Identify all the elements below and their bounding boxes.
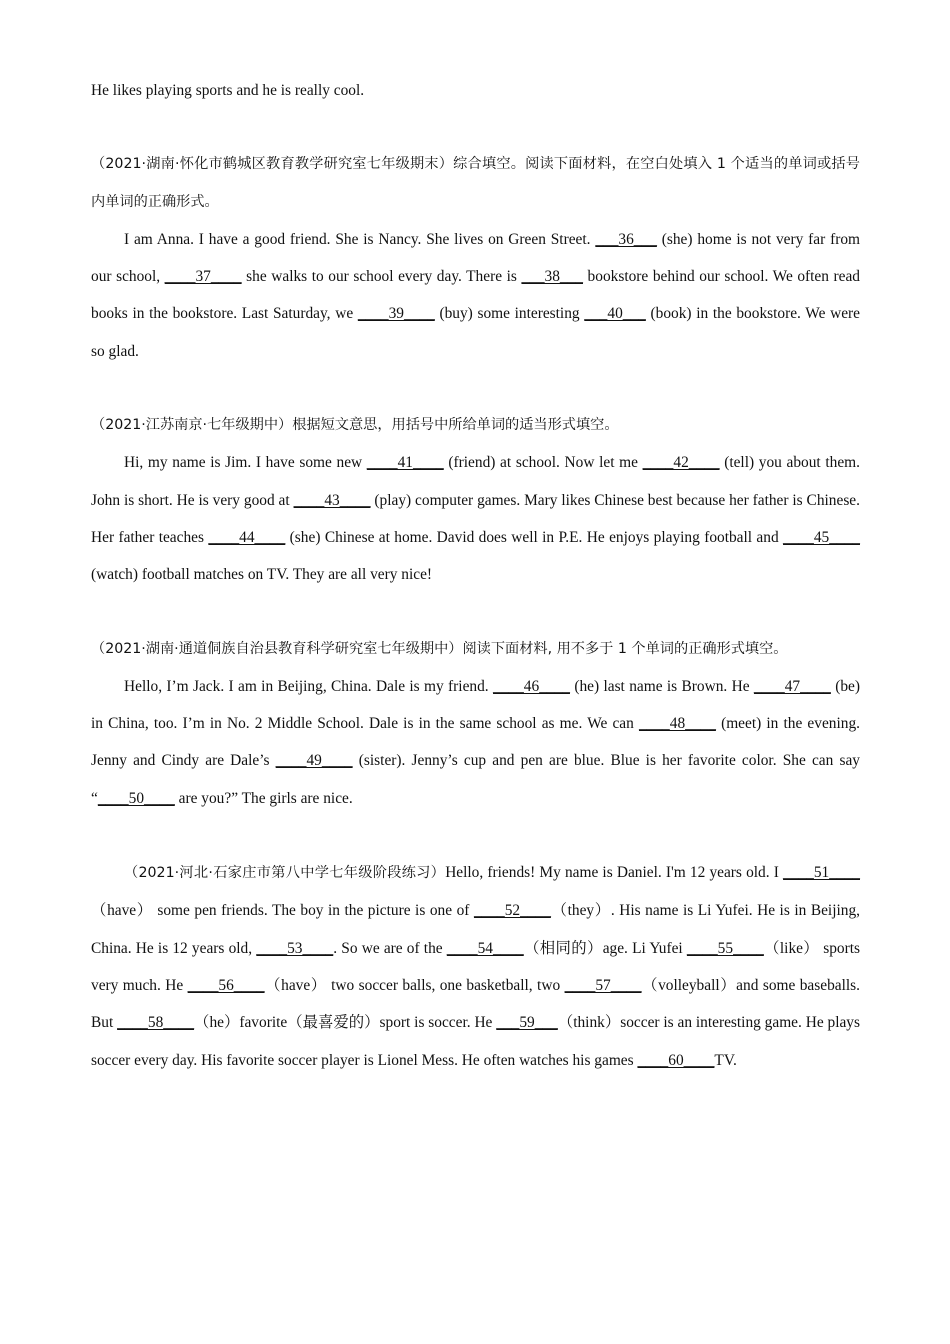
answer-blank[interactable]: ____57____ <box>564 976 642 994</box>
section-gap <box>91 109 860 146</box>
passage-1-instruction: 综合填空。阅读下面材料，在空白处填入 1 个适当的单词或括号内单词的正确形式。 <box>91 156 860 210</box>
answer-blank[interactable]: ____53____ <box>256 939 334 957</box>
passage-text: (friend) at school. Now let me <box>443 454 643 472</box>
passage-text: （相同的）age. Li Yufei <box>523 939 687 957</box>
passage-text: . So we are of the <box>333 939 447 957</box>
answer-blank[interactable]: ___36___ <box>595 230 657 248</box>
passage-1-source: （2021·湖南·怀化市鹤城区教育教学研究室七年级期末） <box>91 156 454 173</box>
passage-1-header <box>91 146 860 221</box>
answer-blank[interactable]: ____58____ <box>117 1014 195 1032</box>
answer-blank[interactable]: ____45____ <box>783 528 860 546</box>
passage-text: （he）favorite（最喜爱的）sport is soccer. He <box>194 1014 497 1032</box>
answer-blank[interactable]: ____44____ <box>208 528 286 546</box>
passage-text: （think）soccer is an interesting game. He plays soccer every day. His favorite soccer player is Lionel Mess. He often watches his games <box>91 1014 860 1069</box>
passage-4-body <box>91 854 860 1079</box>
passage-text: (sister). Jenny’s cup and pen are blue. Blue is her favorite color. She can say “ <box>91 752 860 807</box>
passage-text: Hello, friends! My name is Daniel. I'm 12 years old. I <box>445 864 784 882</box>
passage-2-header <box>91 407 860 444</box>
passage-text: Hi, my name is Jim. I have some new <box>124 454 367 472</box>
passage-text: (he) last name is Brown. He <box>569 677 754 695</box>
passage-text: (watch) football matches on TV. They are all very nice! <box>91 566 433 584</box>
answer-blank[interactable]: ____41____ <box>366 454 444 472</box>
section-gap <box>91 594 860 631</box>
answer-blank[interactable]: ____60____ <box>637 1051 715 1069</box>
passage-text: (meet) in the evening. Jenny and Cindy are Dale’s <box>91 715 860 770</box>
answer-blank[interactable]: ____39____ <box>357 305 435 323</box>
answer-blank[interactable]: ____46____ <box>493 677 570 695</box>
answer-blank[interactable]: ___40___ <box>584 305 646 323</box>
answer-blank[interactable]: ____42____ <box>642 454 720 472</box>
answer-blank[interactable]: ____56____ <box>187 976 265 994</box>
passage-text: Hello, I’m Jack. I am in Beijing, China. Dale is my friend. <box>124 677 494 695</box>
passage-3-instruction: 阅读下面材料, 用不多于 1 个单词的正确形式填空。 <box>462 640 788 657</box>
answer-blank[interactable]: ____37____ <box>164 268 242 286</box>
passage-3-source: （2021·湖南·通道侗族自治县教育科学研究室七年级期中） <box>91 640 463 657</box>
section-gap <box>91 817 860 854</box>
answer-blank[interactable]: ____43____ <box>293 491 371 509</box>
passage-text: (book) in the bookstore. We were so glad. <box>91 305 860 360</box>
answer-blank[interactable]: ___38___ <box>521 268 583 286</box>
worksheet-page <box>91 72 860 1079</box>
passage-4-text <box>91 864 860 1068</box>
passage-2-source: （2021·江苏南京·七年级期中） <box>91 417 293 434</box>
passage-text: （they）. His name is Li Yufei. He is in Beijing, China. He is 12 years old, <box>91 902 860 957</box>
passage-text: （have） two soccer balls, one basketball, two <box>264 976 565 994</box>
passage-2-instruction: 根据短文意思，用括号中所给单词的适当形式填空。 <box>292 417 619 434</box>
passage-4-source: （2021·河北·石家庄市第八中学七年级阶段练习） <box>124 865 446 882</box>
section-gap <box>91 370 860 407</box>
passage-text: she walks to our school every day. There is <box>241 268 522 286</box>
passage-text: I am Anna. I have a good friend. She is Nancy. She lives on Green Street. <box>124 230 596 248</box>
passage-text: (tell) you about them. John is short. He is very good at <box>91 454 860 509</box>
answer-blank[interactable]: ____51____ <box>783 864 860 882</box>
passage-1-body <box>91 221 860 370</box>
passage-3-header <box>91 631 860 668</box>
passage-text: TV. <box>714 1051 737 1069</box>
passage-text: bookstore behind our school. We often read books in the bookstore. Last Saturday, we <box>91 268 860 323</box>
passage-3-body <box>91 668 860 817</box>
answer-blank[interactable]: ___59___ <box>496 1014 558 1032</box>
passage-text: （like） sports very much. He <box>91 939 860 994</box>
passage-2-body <box>91 444 860 593</box>
answer-blank[interactable]: ____47____ <box>753 677 831 695</box>
passage-text: (she) Chinese at home. David does well in P.E. He enjoys playing football and <box>285 528 784 546</box>
passage-text: are you?” The girls are nice. <box>174 789 353 807</box>
passage-text: (she) home is not very far from our school, <box>91 230 860 286</box>
passage-text: (play) computer games. Mary likes Chinese best because her father is Chinese. Her father teaches <box>91 491 860 546</box>
answer-blank[interactable]: ____55____ <box>686 939 764 957</box>
answer-blank[interactable]: ____52____ <box>473 902 551 920</box>
passage-text: （volleyball）and some baseballs. But <box>91 976 861 1032</box>
answer-blank[interactable]: ____54____ <box>446 939 524 957</box>
answer-blank[interactable]: ____50____ <box>97 789 175 807</box>
answer-blank[interactable]: ____49____ <box>275 752 353 770</box>
passage-text: (be) in China, too. I’m in No. 2 Middle School. Dale is in the same school as me. We can <box>91 677 861 733</box>
passage-text: (buy) some interesting <box>434 305 585 323</box>
intro-line: He likes playing sports and he is really cool. <box>91 82 365 99</box>
passage-text: （have） some pen friends. The boy in the picture is one of <box>91 902 474 920</box>
answer-blank[interactable]: ____48____ <box>638 715 716 733</box>
